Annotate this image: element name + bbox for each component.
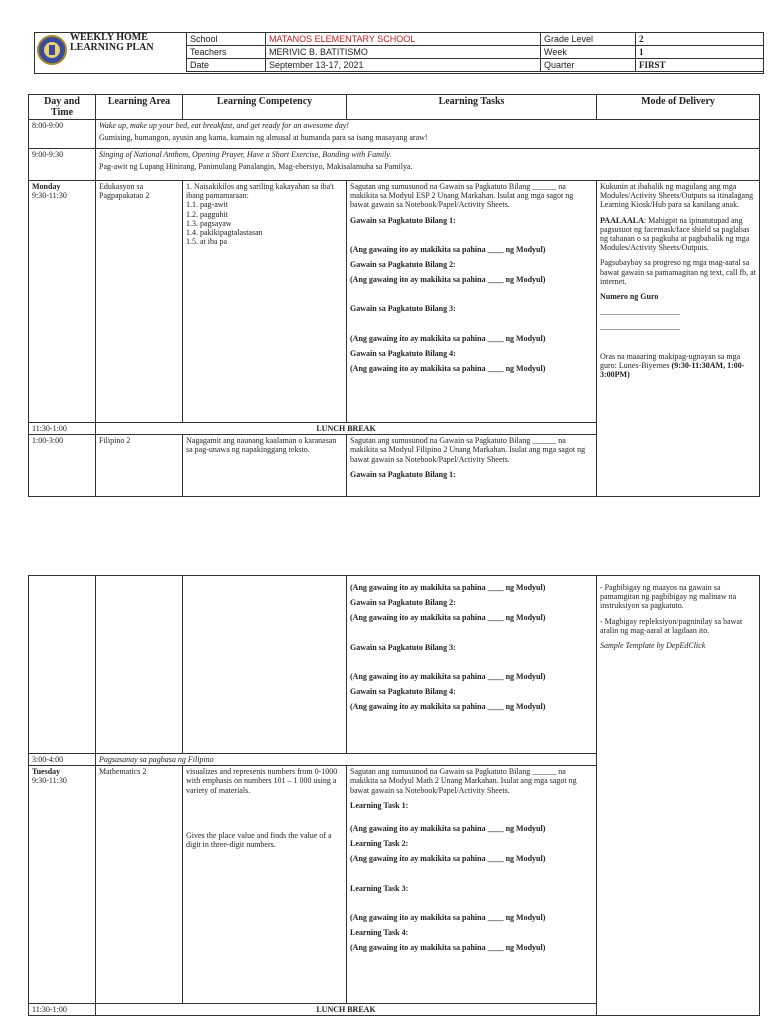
row-time: 3:00-4:00 <box>29 754 96 766</box>
page-reference: (Ang gawaing ito ay makikita sa pahina ____ ng Modyul) <box>350 613 546 623</box>
task-label: Learning Task 3: <box>350 883 409 893</box>
empty-cell <box>183 576 347 754</box>
blank-line: ____________________ <box>600 322 680 332</box>
gawain-label: Gawain sa Pagkatuto Bilang 1: <box>350 215 456 225</box>
empty-cell <box>29 576 96 754</box>
learning-area: Edukasyon sa Pagpapakatao 2 <box>96 181 183 423</box>
page-reference: (Ang gawaing ito ay makikita sa pahina ____ ng Modyul) <box>350 943 546 953</box>
teacher-number-label: Numero ng Guro <box>600 292 659 302</box>
page-reference: (Ang gawaing ito ay makikita sa pahina ____ ng Modyul) <box>350 364 546 374</box>
page-reference: (Ang gawaing ito ay makikita sa pahina ____ ng Modyul) <box>350 912 546 922</box>
date-value: September 13-17, 2021 <box>266 59 541 72</box>
lunch-break: LUNCH BREAK <box>96 423 597 435</box>
grade-label: Grade Level <box>541 33 636 46</box>
week-value: 1 <box>636 46 764 59</box>
lunch-break: LUNCH BREAK <box>96 1004 597 1016</box>
opening-line-en: Singing of National Anthem, Opening Prayer, Have a Short Exercise, Bonding with Family. <box>99 150 392 159</box>
title-line-2: LEARNING PLAN <box>70 42 154 53</box>
gawain-label: Gawain sa Pagkatuto Bilang 2: <box>350 260 456 270</box>
time-label: 9:30-11:30 <box>32 776 67 786</box>
routine-line-en: Wake up, make up your bed, eat breakfast, and get ready for an awesome day! <box>99 121 349 130</box>
page-reference: (Ang gawaing ito ay makikita sa pahina ____ ng Modyul) <box>350 671 546 681</box>
school-value: MATANOS ELEMENTARY SCHOOL <box>266 33 541 46</box>
contact-hours-bold: (9:30-11:30AM, 1:00-3:00PM) <box>600 360 745 380</box>
row-time: 11:30-1:00 <box>29 423 96 435</box>
blank-line: ____________________ <box>600 307 680 317</box>
learning-tasks <box>347 181 597 423</box>
col-day-time: Day and Time <box>29 95 96 120</box>
weekly-plan-table-page2 <box>28 575 760 1016</box>
paalala <box>600 216 756 253</box>
gawain-label: Gawain sa Pagkatuto Bilang 3: <box>350 304 456 314</box>
school-label: School <box>187 33 266 46</box>
col-learning-area: Learning Area <box>96 95 183 120</box>
col-mode-delivery: Mode of Delivery <box>597 95 760 120</box>
deped-seal-icon <box>36 34 68 66</box>
quarter-label: Quarter <box>541 59 636 72</box>
row-time: 9:00-9:30 <box>29 149 96 181</box>
weekly-plan-table-page1 <box>28 94 760 497</box>
page-reference: (Ang gawaing ito ay makikita sa pahina ____ ng Modyul) <box>350 854 546 864</box>
row-time: 1:00-3:00 <box>29 435 96 497</box>
competency-item: 1.2. pagguhit <box>186 209 228 219</box>
task-intro: Sagutan ang sumusunod na Gawain sa Pagkatuto Bilang ______ na makikita sa Modyul ESP 2 Unang Markahan. Isulat ang mga sagot ng bawat gawain sa Notebook/Papel/Activity Sheets. <box>350 182 574 210</box>
gawain-label: Gawain sa Pagkatuto Bilang 2: <box>350 598 456 608</box>
tuesday-cell <box>29 766 96 1004</box>
page-reference: (Ang gawaing ito ay makikita sa pahina ____ ng Modyul) <box>350 583 546 592</box>
gawain-label: Gawain sa Pagkatuto Bilang 3: <box>350 642 456 652</box>
gawain-label: Gawain sa Pagkatuto Bilang 4: <box>350 348 456 358</box>
quarter-value: FIRST <box>636 59 764 72</box>
page-reference: (Ang gawaing ito ay makikita sa pahina ____ ng Modyul) <box>350 702 546 712</box>
time-label: 9:30-11:30 <box>32 191 67 201</box>
teachers-label: Teachers <box>187 46 266 59</box>
task-intro: Sagutan ang sumusunod na Gawain sa Pagkatuto Bilang ______ na makikita sa Modyul Math 2 Unang Markahan. Isulat ang mga sagot ng bawat gawain sa Notebook/Papel/Activity Sheets. <box>350 767 577 795</box>
mode-reflection: - Magbigay repleksiyon/pagninilay sa bawat aralin ng mag-aaral at lagdaan ito. <box>600 616 743 635</box>
col-learning-competency: Learning Competency <box>183 95 347 120</box>
learning-tasks <box>347 435 597 497</box>
task-intro: Sagutan ang sumusunod na Gawain sa Pagkatuto Bilang ______ na makikita sa Modyul Filipino 2 Unang Markahan. Isulat ang mga sagot ng bawat gawain sa Notebook/Papel/Activity Sheets. <box>350 436 586 464</box>
mode-pickup: Kukunin at ibabalik ng magulang ang mga Modules/Activity Sheets/Outputs sa itinalagang Learning Kiosk/Hub para sa kanilang anak. <box>600 182 754 210</box>
competency-item: 1.3. pagsayaw <box>186 218 232 228</box>
day-label: Monday <box>32 182 61 191</box>
learning-area: Mathematics 2 <box>96 766 183 1004</box>
learning-tasks <box>347 576 597 754</box>
paalala-text: : Mahigpit na ipinatutupad ang pagsusuot ng facemask/face shield sa paglabas ng tahanan o sa pagkuha at pagbabalik ng mga Modules/Activity Sheets/Outputs. <box>600 215 750 253</box>
learning-tasks <box>347 766 597 1004</box>
competency-item: 1.5. at iba pa <box>186 237 228 247</box>
template-credit: Sample Template by DepEdClick <box>600 641 706 651</box>
paalala-label: PAALAALA <box>600 215 644 225</box>
monday-cell <box>29 181 96 423</box>
page-reference: (Ang gawaing ito ay makikita sa pahina ____ ng Modyul) <box>350 244 546 254</box>
contact-hours-text: Oras na maaaring makipag-ugnayan sa mga guro: Lunes-Biyernes <box>600 351 741 370</box>
teachers-value: MERIVIC B. BATITISMO <box>266 46 541 59</box>
routine-line-fil: Gumising, bumangon, ayusin ang kama, kumain ng almusal at humanda para sa isang masayang araw! <box>99 133 428 143</box>
mode-monitoring: Pagsubaybay sa progreso ng mga mag-aaral sa bawat gawain sa pamamagitan ng text, call fb, at internet. <box>600 258 756 286</box>
morning-routine <box>96 120 760 149</box>
page-reference: (Ang gawaing ito ay makikita sa pahina ____ ng Modyul) <box>350 333 546 343</box>
gawain-label: Gawain sa Pagkatuto Bilang 4: <box>350 687 456 697</box>
task-label: Learning Task 2: <box>350 839 409 849</box>
learning-competency: Nagagamit ang naunang kaalaman o karanasan sa pag-unawa ng napakinggang teksto. <box>183 435 347 497</box>
competency-item: visualizes and represents numbers from 0-1000 with emphasis on numbers 101 – 1 000 using a variety of materials. <box>186 767 338 795</box>
opening-routine <box>96 149 760 181</box>
task-label: Learning Task 4: <box>350 928 409 938</box>
learning-area: Filipino 2 <box>96 435 183 497</box>
competency-item: Gives the place value and finds the value of a digit in three-digit numbers. <box>186 830 332 850</box>
contact-hours <box>600 352 756 380</box>
learning-competency <box>183 766 347 1004</box>
opening-line-fil: Pag-awit ng Lupang Hinirang, Panimulang Panalangin, Mag-ehersiyo, Makisalamuha sa Pamilya. <box>99 162 413 172</box>
row-time: 8:00-9:00 <box>29 120 96 149</box>
competency-item: 1.4. pakikipagtalastasan <box>186 228 263 238</box>
mode-instructions: - Pagbibigay ng maayos na gawain sa pamamgitan ng pagbibigay ng malinaw na instruksiyon sa pagkatuto. <box>600 583 737 611</box>
title-line-1: WEEKLY HOME <box>70 32 148 43</box>
col-learning-tasks: Learning Tasks <box>347 95 597 120</box>
page-reference: (Ang gawaing ito ay makikita sa pahina ____ ng Modyul) <box>350 275 546 285</box>
mode-of-delivery <box>597 576 760 1016</box>
date-label: Date <box>187 59 266 72</box>
reading-practice: Pagsasanay sa pagbasa ng Filipino <box>96 754 597 766</box>
empty-cell <box>96 576 183 754</box>
task-label: Learning Task 1: <box>350 800 409 810</box>
mode-of-delivery <box>597 181 760 497</box>
grade-value: 2 <box>636 33 764 46</box>
row-time: 11:30-1:00 <box>29 1004 96 1016</box>
header-info-table <box>186 32 764 72</box>
competency-item: 1.1. pag-awit <box>186 200 228 210</box>
competency-intro: 1. Naisakikilos ang sariling kakayahan sa iba't ibang pamamaraan: <box>186 182 334 201</box>
page-reference: (Ang gawaing ito ay makikita sa pahina ____ ng Modyul) <box>350 824 546 834</box>
learning-competency <box>183 181 347 423</box>
gawain-label: Gawain sa Pagkatuto Bilang 1: <box>350 469 456 479</box>
document-title <box>70 33 154 53</box>
day-label: Tuesday <box>32 767 61 777</box>
week-label: Week <box>541 46 636 59</box>
